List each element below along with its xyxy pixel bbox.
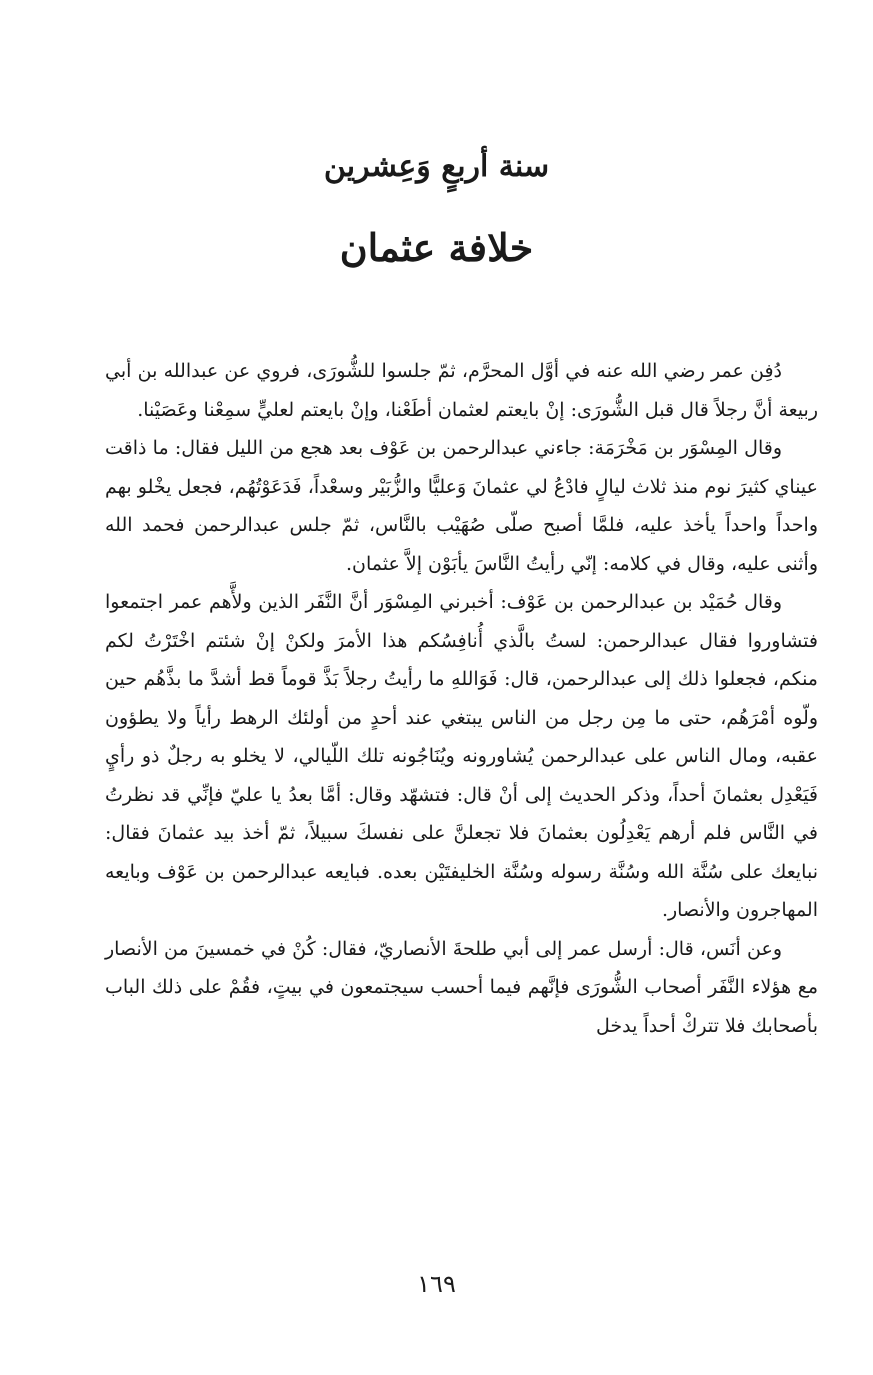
paragraph: وقال حُمَيْد بن عبدالرحمن بن عَوْف: أخبرني المِسْوَر أنَّ النَّفَر الذين ولأَّهم عمر اجتمعوا فتشاوروا فقال عبدالرحمن: لستُ بالَّذي أُنافِسُكم هذا الأمرَ ولكنْ إنْ شئتم اخْتَرْتُ لكم منكم، فجعلوا ذلك إلى عبدالرحمن، قال: فَوَاللهِ ما رأيتُ رجلاً بَذَّ قوماً قط أشدَّ ما بذَّهُم حين ولّوه أمْرَهُم، حتى ما مِن رجل من الناس يبتغي عند أحدٍ من أولئك الرهط رأياً ولا يطؤون عقبه، ومال الناس على عبدالرحمن يُشاورونه ويُنَاجُونه تلك اللّيالي، لا يخلو به رجلٌ ذو رأيٍ فَيَعْدِل بعثمانَ أحداً، وذكر الحديث إلى أنْ قال: فتشهّد وقال: أمَّا بعدُ يا عليّ فإنِّي قد نظرتُ في النَّاس فلم أرهم يَعْدِلُون بعثمانَ فلا تجعلنَّ على نفسكَ سبيلاً، ثمّ أخذ بيد عثمانَ فقال: نبايعك على سُنَّة الله وسُنَّة رسوله وسُنَّة الخليفتَيْن بعده. فبايعه عبدالرحمن بن عَوْف وبايعه المهاجرون والأنصار. — [105, 591, 818, 921]
paragraph: وعن أنَس، قال: أرسل عمر إلى أبي طلحةَ الأنصاريّ، فقال: كُنْ في خمسينَ من الأنصار مع هؤلاء النَّفَر أصحاب الشُّورَى فإنَّهم فيما أحسب سيجتمعون في بيتٍ، فقُمْ على ذلك الباب بأصحابك فلا تتركْ أحداً يدخل — [105, 937, 818, 1037]
body-text — [105, 352, 818, 1045]
paragraph: دُفِن عمر رضي الله عنه في أوَّل المحرَّم، ثمّ جلسوا للشُّورَى، فروي عن عبدالله بن أبي ربيعة أنَّ رجلاً قال قبل الشُّورَى: إنْ بايعتم لعثمان أطَعْنا، وإنْ بايعتم لعليٍّ سمِعْنا وعَصَيْنا. — [105, 360, 818, 421]
paragraph: وقال المِسْوَر بن مَخْرَمَة: جاءني عبدالرحمن بن عَوْف بعد هجع من الليل فقال: ما ذاقت عيناي كثيرَ نوم منذ ثلاث ليالٍ فادْعُ لي عثمانَ وَعليًّا والزُّبَيْر وسعْداً، فَدَعَوْتُهُم، فجعل يخْلو بهم واحداً واحداً يأخذ عليه، فلمَّا أصبح صلّى صُهَيْب بالنَّاس، ثمّ جلس عبدالرحمن فحمد الله وأثنى عليه، وقال في كلامه: إنّي رأيتُ النَّاسَ يأبَوْن إلاَّ عثمان. — [105, 437, 818, 575]
chapter-title: خلافة عثمان — [339, 225, 534, 270]
year-title: سنة أربعٍ وَعِشرين — [323, 149, 550, 184]
page-number: ١٦٩ — [417, 1270, 456, 1298]
